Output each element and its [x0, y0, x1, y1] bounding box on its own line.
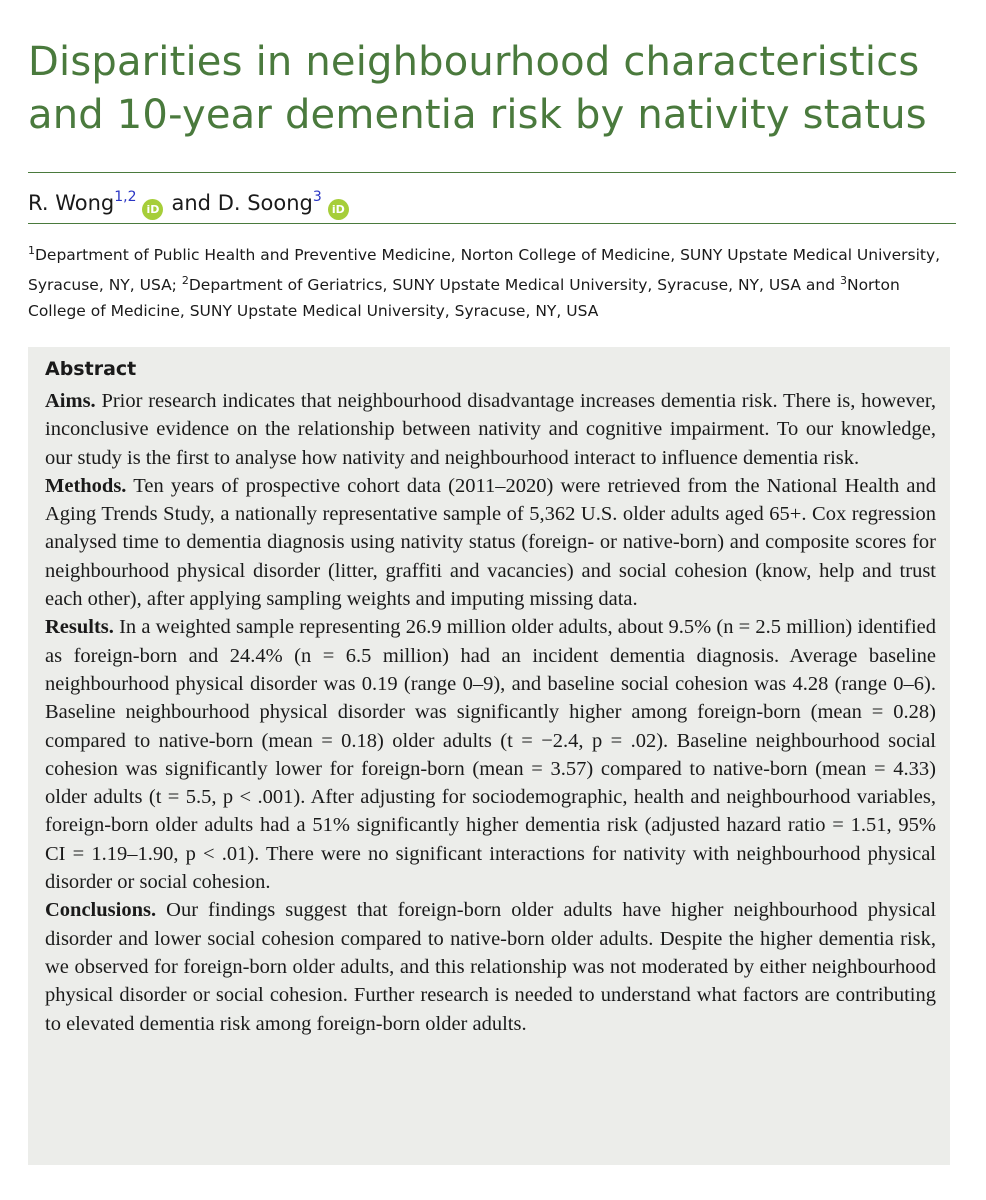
methods-text: Ten years of prospective cohort data (2011–2020) were retrieved from the National Health and Aging Trends Study, a nationally representative sample of 5,362 U.S. older adults aged 65+. Cox regression analysed time to dementia diagnosis using nativity status (foreign- or native-born) and composite scores for neighbourhood physical disorder (litter, graffiti and vacancies) and social cohesion (know, help and trust each other), after applying sampling weights and imputing missing data.	[45, 474, 937, 611]
affiliation-2-text: Department of Geriatrics, SUNY Upstate Medical University, Syracuse, NY, USA and	[188, 276, 840, 295]
article-header	[28, 0, 956, 324]
aims-text: Prior research indicates that neighbourhood disadvantage increases dementia risk. There is, however, inconclusive evidence on the relationship between nativity and cognitive impairment. To our knowledge, our study is the first to analyse how nativity and neighbourhood interact to influence dementia risk.	[45, 390, 936, 469]
author-1-affiliation-ref[interactable]: 1,2	[114, 189, 137, 205]
affiliation-1-number: 1	[28, 244, 35, 257]
abstract-methods	[45, 472, 936, 613]
abstract-aims	[45, 387, 936, 472]
affiliation-2-number: 2	[181, 274, 189, 288]
author-1-name[interactable]: R. Wong	[28, 191, 115, 215]
abstract-conclusions	[45, 896, 936, 1037]
aims-label: Aims.	[45, 390, 96, 412]
methods-label: Methods.	[45, 474, 127, 497]
author-joiner: and	[171, 191, 211, 215]
author-2-name[interactable]: D. Soong	[217, 191, 313, 215]
conclusions-text: Our findings suggest that foreign-born older adults have higher neighbourhood physical disorder and lower social cohesion compared to native-born older adults. Despite the higher dementia risk, we observed for foreign-born older adults, and this relationship was not moderated by either neighbourhood physical disorder or social cohesion. Further research is needed to understand what factors are contributing to elevated dementia risk among foreign-born older adults.	[45, 899, 937, 1035]
article-title	[28, 0, 956, 142]
orcid-icon[interactable]: iD	[328, 199, 349, 220]
affiliation-3-number: 3	[839, 274, 847, 288]
affiliations	[28, 238, 956, 324]
abstract-heading: Abstract	[45, 358, 137, 380]
article-title-line-2: and 10-year dementia risk by nativity status	[28, 92, 927, 138]
abstract-box	[28, 347, 950, 1165]
author-line	[28, 173, 956, 223]
affiliation-3-text: Norton College of Medicine, SUNY Upstate Medical University, Syracuse, NY, USA	[28, 276, 900, 321]
results-label: Results.	[45, 616, 114, 639]
authors-divider	[28, 223, 956, 224]
article-title-line-1: Disparities in neighbourhood characteristics	[28, 39, 920, 85]
author-2-affiliation-ref[interactable]: 3	[312, 189, 322, 205]
orcid-icon[interactable]: iD	[142, 199, 163, 220]
conclusions-label: Conclusions.	[45, 899, 157, 922]
abstract-results	[45, 613, 936, 896]
results-text: In a weighted sample representing 26.9 million older adults, about 9.5% (n = 2.5 million) identified as foreign-born and 24.4% (n = 6.5 million) had an incident dementia diagnosis. Average baseline neighbourhood physical disorder was 0.19 (range 0–9), and baseline social cohesion was 4.28 (range 0–6). Baseline neighbourhood physical disorder was significantly higher among foreign-born (mean = 0.28) compared to native-born (mean = 0.18) older adults (t = −2.4, p = .02). Baseline neighbourhood social cohesion was significantly lower for foreign-born (mean = 3.57) compared to native-born (mean = 4.33) older adults (t = 5.5, p < .001). After adjusting for sociodemographic, health and neighbourhood variables, foreign-born older adults had a 51% significantly higher dementia risk (adjusted hazard ratio = 1.51, 95% CI = 1.19–1.90, p < .01). There were no significant interactions for nativity with neighbourhood physical disorder or social cohesion.	[45, 616, 936, 894]
affiliation-1-text: Department of Public Health and Preventive Medicine, Norton College of Medicine, SUNY Upstate Medical University, Syracuse, NY, USA;	[28, 246, 941, 295]
